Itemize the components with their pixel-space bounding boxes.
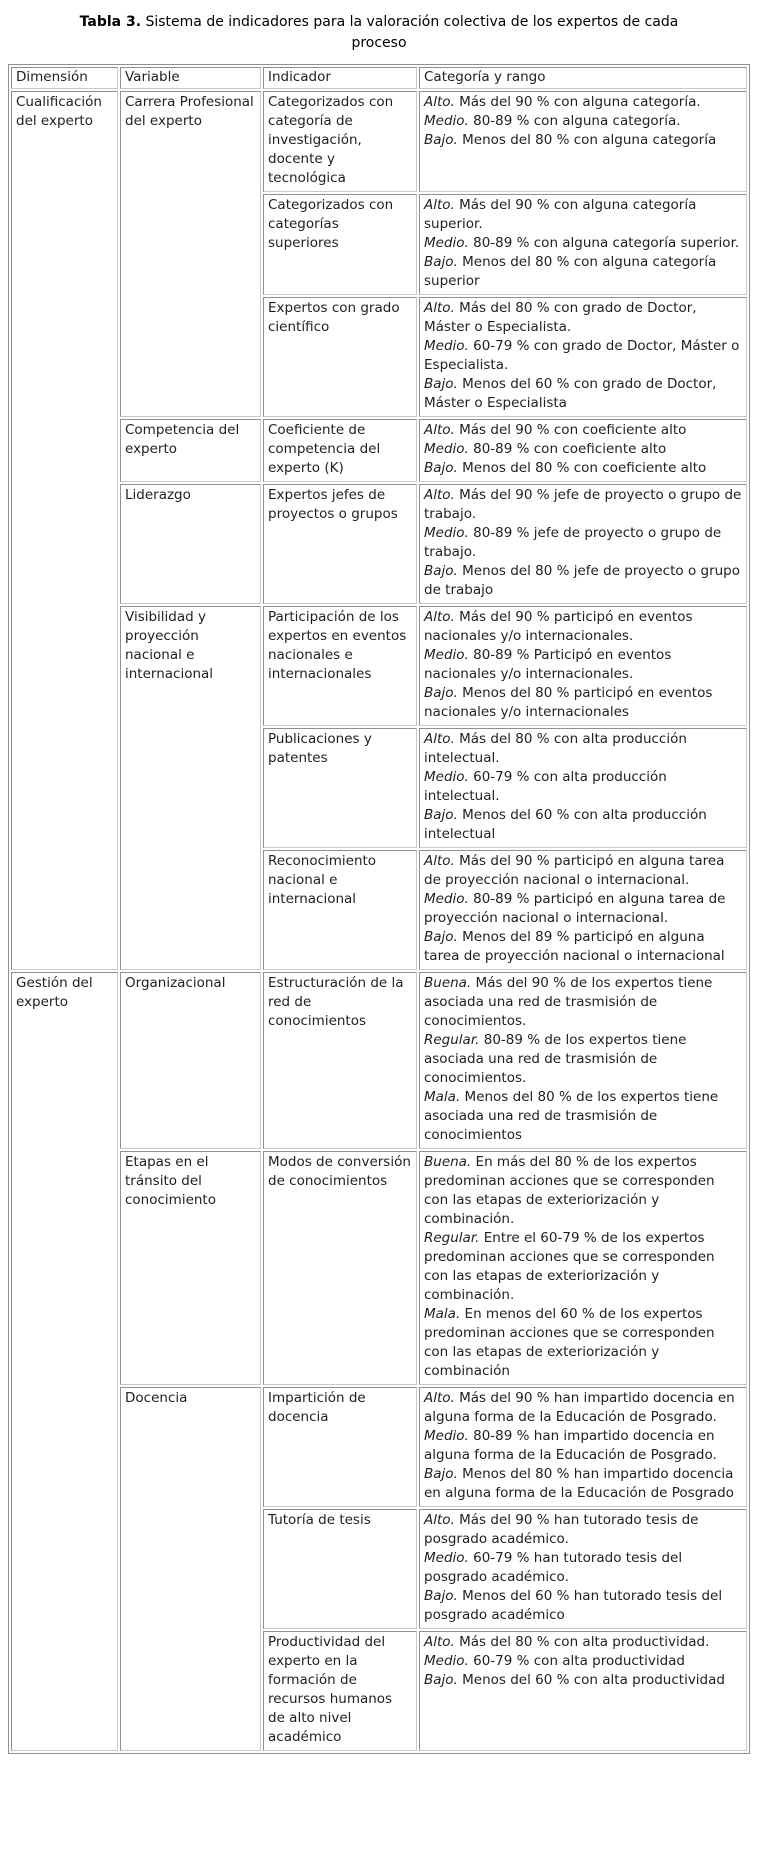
indicator-cell: Modos de conversión de conocimientos	[263, 1151, 417, 1385]
category-text: 60-79 % con alta productividad	[468, 1653, 685, 1669]
category-text: Menos del 80 % con coeficiente alto	[457, 460, 707, 476]
indicator-cell: Publicaciones y patentes	[263, 728, 417, 848]
category-text: Menos del 80 % con alguna categoría superior	[424, 254, 717, 289]
category-text: Menos del 60 % con grado de Doctor, Máster o Especialista	[424, 376, 717, 411]
category-item	[424, 337, 742, 375]
category-cell	[419, 194, 747, 295]
table-row	[11, 91, 747, 192]
category-text: Más del 90 % participó en eventos nacionales y/o internacionales.	[424, 609, 693, 644]
category-item	[424, 1389, 742, 1427]
table-row	[11, 419, 747, 482]
category-item	[424, 93, 742, 112]
header-variable: Variable	[120, 67, 261, 89]
category-cell	[419, 484, 747, 604]
category-term: Medio.	[424, 525, 469, 541]
category-item	[424, 890, 742, 928]
category-item	[424, 852, 742, 890]
category-cell	[419, 1151, 747, 1385]
category-text: Menos del 60 % con alta productividad	[457, 1672, 725, 1688]
category-cell	[419, 419, 747, 482]
category-text: Más del 80 % con alta productividad.	[454, 1634, 710, 1650]
category-text: 80-89 % han impartido docencia en alguna forma de la Educación de Posgrado.	[424, 1428, 717, 1463]
category-text: Menos del 60 % han tutorado tesis del posgrado académico	[424, 1588, 723, 1623]
category-item	[424, 421, 742, 440]
category-item	[424, 1088, 742, 1145]
category-item	[424, 459, 742, 478]
category-term: Bajo.	[424, 376, 458, 392]
category-cell	[419, 1509, 747, 1629]
category-term: Medio.	[424, 113, 469, 129]
category-term: Alto.	[424, 300, 455, 316]
category-term: Medio.	[424, 235, 469, 251]
header-dimension: Dimensión	[11, 67, 118, 89]
category-cell	[419, 297, 747, 417]
category-term: Alto.	[424, 422, 455, 438]
category-term: Bajo.	[424, 685, 458, 701]
category-term: Regular.	[424, 1032, 480, 1048]
category-term: Regular.	[424, 1230, 480, 1246]
category-term: Bajo.	[424, 1466, 458, 1482]
category-text: Más del 90 % con coeficiente alto	[454, 422, 687, 438]
category-item	[424, 1229, 742, 1305]
category-term: Bajo.	[424, 132, 458, 148]
indicator-cell: Coeficiente de competencia del experto (K)	[263, 419, 417, 482]
category-item	[424, 1671, 742, 1690]
table-header	[11, 67, 747, 89]
category-term: Bajo.	[424, 1588, 458, 1604]
category-cell	[419, 1387, 747, 1507]
category-term: Alto.	[424, 94, 455, 110]
indicator-cell: Reconocimiento nacional e internacional	[263, 850, 417, 970]
category-text: Más del 90 % jefe de proyecto o grupo de trabajo.	[424, 487, 742, 522]
category-text: Menos del 89 % participó en alguna tarea de proyección nacional o internacional	[424, 929, 725, 964]
category-text: Más del 90 % han tutorado tesis de posgrado académico.	[424, 1512, 699, 1547]
variable-cell: Competencia del experto	[120, 419, 261, 482]
indicator-cell: Participación de los expertos en eventos nacionales e internacionales	[263, 606, 417, 726]
category-term: Medio.	[424, 891, 469, 907]
header-row	[11, 67, 747, 89]
category-text: Más del 90 % participó en alguna tarea de proyección nacional o internacional.	[424, 853, 725, 888]
category-term: Alto.	[424, 197, 455, 213]
table-caption-label: Tabla 3.	[79, 14, 142, 30]
category-item	[424, 524, 742, 562]
category-item	[424, 1465, 742, 1503]
category-item	[424, 1153, 742, 1229]
indicator-cell: Estructuración de la red de conocimientos	[263, 972, 417, 1149]
table-caption-text: Sistema de indicadores para la valoración colectiva de los expertos de cada proceso	[145, 14, 679, 51]
category-item	[424, 196, 742, 234]
category-text: Menos del 80 % de los expertos tiene asociada una red de trasmisión de conocimientos	[424, 1089, 719, 1143]
category-cell	[419, 606, 747, 726]
header-indicator: Indicador	[263, 67, 417, 89]
indicator-cell: Expertos jefes de proyectos o grupos	[263, 484, 417, 604]
category-term: Alto.	[424, 731, 455, 747]
indicator-cell: Tutoría de tesis	[263, 1509, 417, 1629]
category-item	[424, 974, 742, 1031]
category-term: Bajo.	[424, 807, 458, 823]
header-categoria-rango: Categoría y rango	[419, 67, 747, 89]
category-item	[424, 608, 742, 646]
category-text: En menos del 60 % de los expertos predominan acciones que se corresponden con las etapas de exteriorización y combinación	[424, 1306, 715, 1379]
category-term: Medio.	[424, 769, 469, 785]
category-text: Menos del 80 % jefe de proyecto o grupo de trabajo	[424, 563, 741, 598]
category-item	[424, 440, 742, 459]
dimension-cell: Gestión del experto	[11, 972, 118, 1751]
category-text: 80-89 % de los expertos tiene asociada una red de trasmisión de conocimientos.	[424, 1032, 687, 1086]
table-row	[11, 972, 747, 1149]
category-term: Alto.	[424, 853, 455, 869]
category-cell	[419, 972, 747, 1149]
category-text: Menos del 80 % participó en eventos nacionales y/o internacionales	[424, 685, 713, 720]
category-text: 80-89 % Participó en eventos nacionales y/o internacionales.	[424, 647, 672, 682]
category-text: Más del 90 % con alguna categoría.	[454, 94, 701, 110]
category-item	[424, 684, 742, 722]
category-item	[424, 1652, 742, 1671]
category-term: Medio.	[424, 441, 469, 457]
variable-cell: Etapas en el tránsito del conocimiento	[120, 1151, 261, 1385]
category-text: Más del 80 % con grado de Doctor, Máster o Especialista.	[424, 300, 697, 335]
category-term: Buena.	[424, 1154, 472, 1170]
category-text: Menos del 60 % con alta producción intelectual	[424, 807, 707, 842]
variable-cell: Docencia	[120, 1387, 261, 1751]
category-term: Medio.	[424, 338, 469, 354]
category-term: Alto.	[424, 1390, 455, 1406]
category-text: En más del 80 % de los expertos predominan acciones que se corresponden con las etapas de exteriorización y combinación.	[424, 1154, 715, 1227]
category-term: Alto.	[424, 1634, 455, 1650]
category-item	[424, 1587, 742, 1625]
table-row	[11, 1151, 747, 1385]
category-term: Bajo.	[424, 929, 458, 945]
category-item	[424, 486, 742, 524]
category-item	[424, 730, 742, 768]
table-caption	[59, 12, 699, 54]
dimension-cell: Cualificación del experto	[11, 91, 118, 970]
category-text: 80-89 % con alguna categoría.	[468, 113, 681, 129]
indicator-cell: Categorizados con categorías superiores	[263, 194, 417, 295]
category-term: Medio.	[424, 1550, 469, 1566]
variable-cell: Carrera Profesional del experto	[120, 91, 261, 417]
category-term: Alto.	[424, 609, 455, 625]
category-item	[424, 1511, 742, 1549]
category-text: Más del 90 % con alguna categoría superior.	[424, 197, 697, 232]
category-item	[424, 1305, 742, 1381]
indicator-cell: Productividad del experto en la formación de recursos humanos de alto nivel académico	[263, 1631, 417, 1751]
category-term: Mala.	[424, 1306, 461, 1322]
category-item	[424, 375, 742, 413]
category-item	[424, 562, 742, 600]
category-text: Más del 90 % han impartido docencia en alguna forma de la Educación de Posgrado.	[424, 1390, 735, 1425]
category-item	[424, 299, 742, 337]
category-term: Medio.	[424, 1428, 469, 1444]
variable-cell: Organizacional	[120, 972, 261, 1149]
category-text: Menos del 80 % han impartido docencia en alguna forma de la Educación de Posgrado	[424, 1466, 734, 1501]
category-cell	[419, 91, 747, 192]
category-term: Bajo.	[424, 563, 458, 579]
category-term: Mala.	[424, 1089, 461, 1105]
category-item	[424, 131, 742, 150]
category-term: Buena.	[424, 975, 472, 991]
category-text: 60-79 % con alta producción intelectual.	[424, 769, 667, 804]
table-row	[11, 484, 747, 604]
category-text: Entre el 60-79 % de los expertos predominan acciones que se corresponden con las etapas de exteriorización y combinación.	[424, 1230, 715, 1303]
category-text: 80-89 % con coeficiente alto	[468, 441, 667, 457]
category-item	[424, 768, 742, 806]
category-item	[424, 234, 742, 253]
category-item	[424, 1427, 742, 1465]
category-item	[424, 646, 742, 684]
category-item	[424, 112, 742, 131]
table-body	[11, 91, 747, 1751]
category-term: Medio.	[424, 647, 469, 663]
indicator-cell: Impartición de docencia	[263, 1387, 417, 1507]
category-term: Medio.	[424, 1653, 469, 1669]
category-term: Alto.	[424, 1512, 455, 1528]
indicator-cell: Categorizados con categoría de investigación, docente y tecnológica	[263, 91, 417, 192]
category-cell	[419, 728, 747, 848]
category-term: Bajo.	[424, 254, 458, 270]
category-text: 80-89 % con alguna categoría superior.	[468, 235, 740, 251]
category-term: Alto.	[424, 487, 455, 503]
category-term: Bajo.	[424, 460, 458, 476]
category-text: Menos del 80 % con alguna categoría	[457, 132, 717, 148]
table-row	[11, 606, 747, 726]
variable-cell: Liderazgo	[120, 484, 261, 604]
category-text: 60-79 % con grado de Doctor, Máster o Especialista.	[424, 338, 740, 373]
category-item	[424, 1031, 742, 1088]
category-item	[424, 1633, 742, 1652]
category-term: Bajo.	[424, 1672, 458, 1688]
category-item	[424, 928, 742, 966]
category-item	[424, 1549, 742, 1587]
category-text: Más del 80 % con alta producción intelectual.	[424, 731, 687, 766]
indicator-cell: Expertos con grado científico	[263, 297, 417, 417]
indicators-table	[8, 64, 750, 1754]
category-item	[424, 806, 742, 844]
variable-cell: Visibilidad y proyección nacional e internacional	[120, 606, 261, 970]
category-item	[424, 253, 742, 291]
table-row	[11, 1387, 747, 1507]
category-text: 60-79 % han tutorado tesis del posgrado académico.	[424, 1550, 683, 1585]
category-text: Más del 90 % de los expertos tiene asociada una red de trasmisión de conocimientos.	[424, 975, 713, 1029]
category-text: 80-89 % jefe de proyecto o grupo de trabajo.	[424, 525, 722, 560]
category-text: 80-89 % participó en alguna tarea de proyección nacional o internacional.	[424, 891, 726, 926]
category-cell	[419, 1631, 747, 1751]
category-cell	[419, 850, 747, 970]
